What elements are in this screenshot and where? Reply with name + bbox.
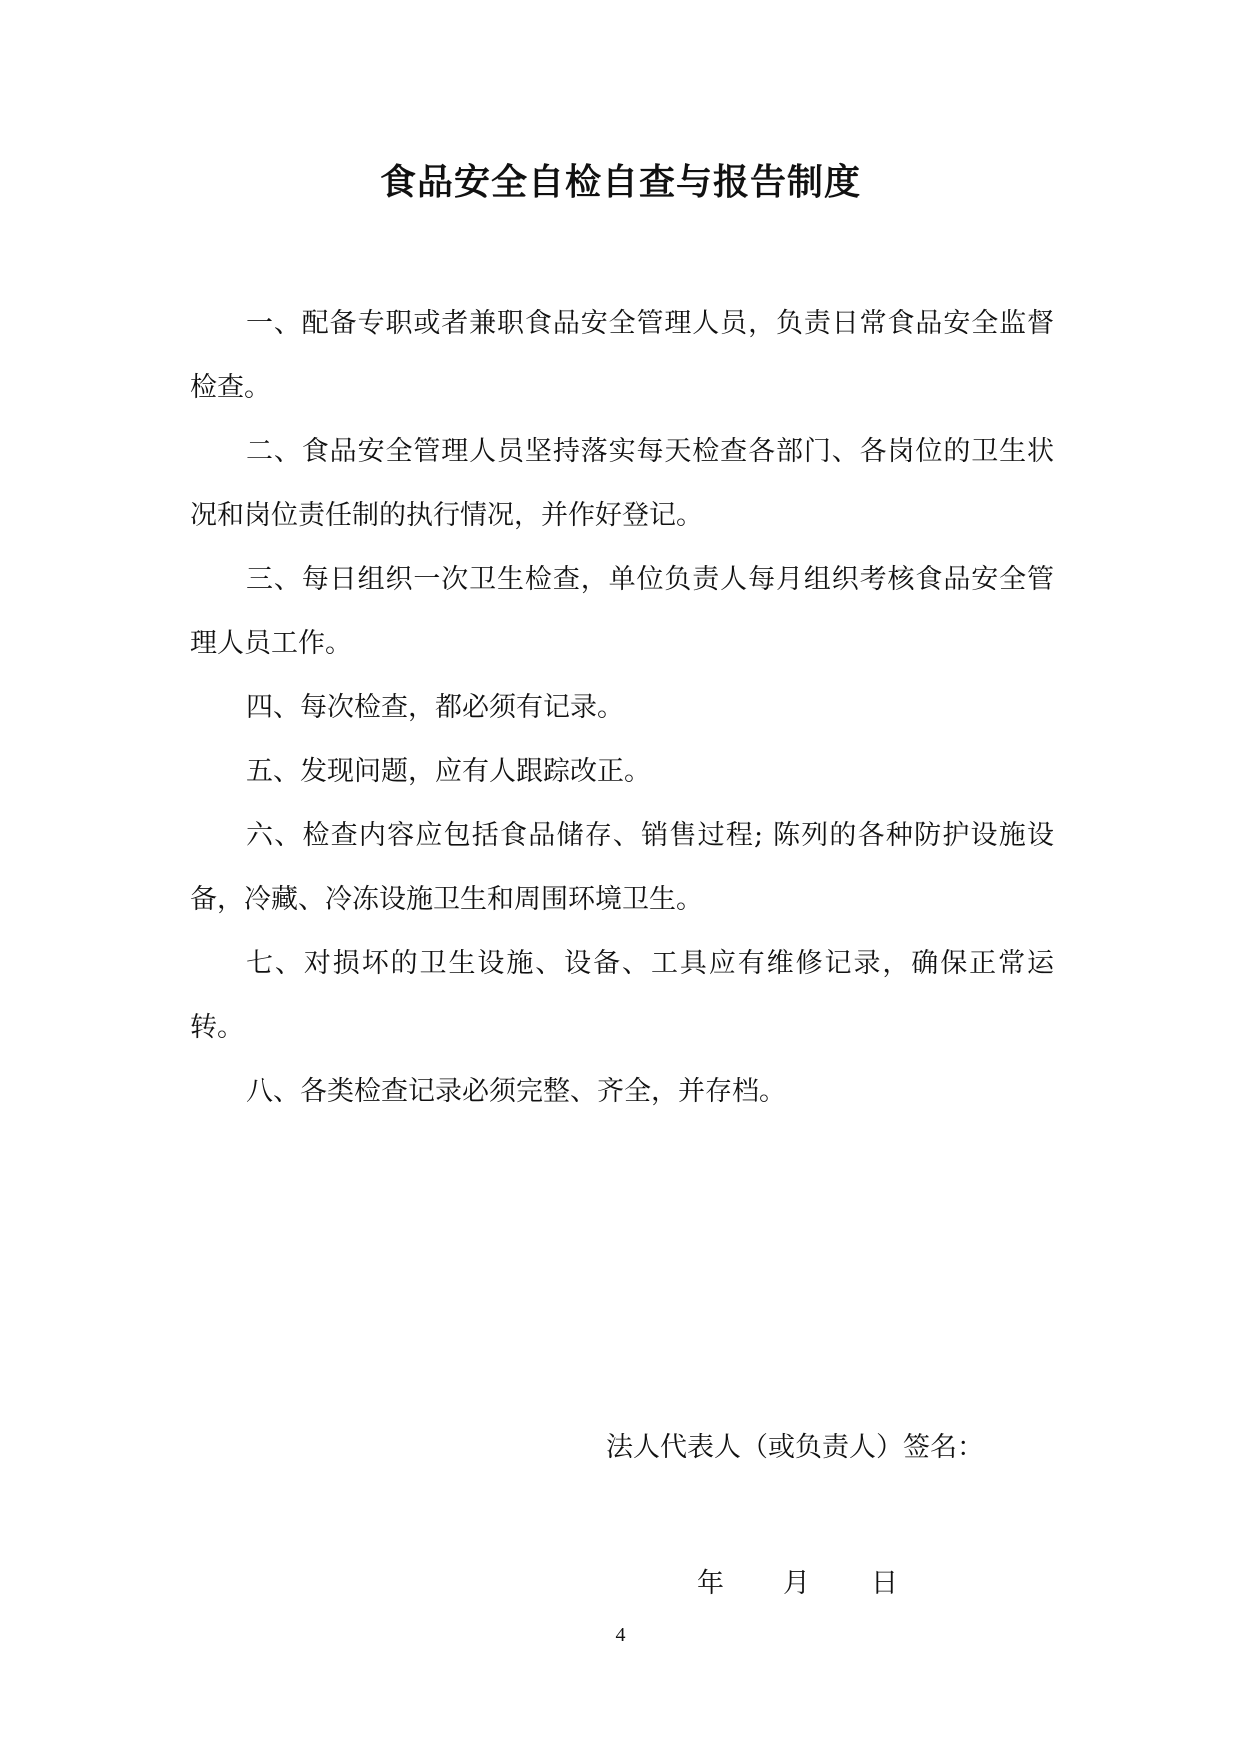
signature-label: 法人代表人（或负责人）签名： xyxy=(606,1432,984,1463)
date-month-label: 月 xyxy=(783,1568,810,1599)
paragraph-5: 五、发现问题，应有人跟踪改正。 xyxy=(246,756,651,787)
paragraph-6: 六、检查内容应包括食品储存、销售过程; 陈列的各种防护设施设备，冷藏、冷冻设施卫生和周围环境卫生。 xyxy=(190,820,1054,915)
document-title: 食品安全自检自查与报告制度 xyxy=(379,162,861,203)
paragraph-7: 七、对损坏的卫生设施、设备、工具应有维修记录，确保正常运转。 xyxy=(190,948,1054,1043)
paragraph-8: 八、各类检查记录必须完整、齐全，并存档。 xyxy=(246,1076,786,1107)
document-body xyxy=(190,292,1054,1124)
paragraph-3: 三、每日组织一次卫生检查，单位负责人每月组织考核食品安全管理人员工作。 xyxy=(190,564,1054,659)
page-number: 4 xyxy=(615,1624,626,1646)
date-day-label: 日 xyxy=(871,1568,898,1599)
date-year-label: 年 xyxy=(697,1568,724,1599)
paragraph-2: 二、食品安全管理人员坚持落实每天检查各部门、各岗位的卫生状况和岗位责任制的执行情况，并作好登记。 xyxy=(190,436,1054,531)
paragraph-4: 四、每次检查，都必须有记录。 xyxy=(246,692,624,723)
paragraph-1: 一、配备专职或者兼职食品安全管理人员，负责日常食品安全监督检查。 xyxy=(190,308,1054,403)
